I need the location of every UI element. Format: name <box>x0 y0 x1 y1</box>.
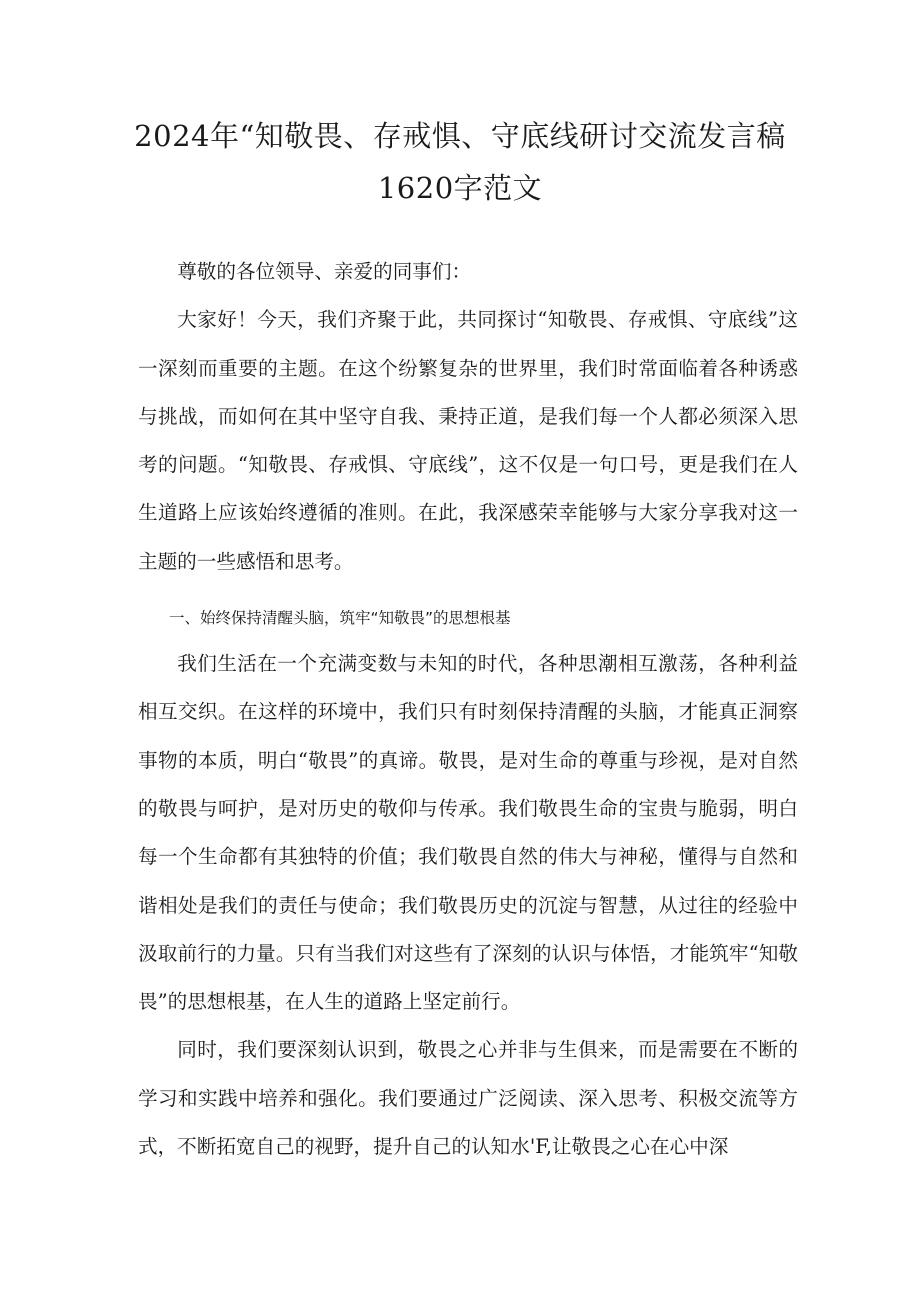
section1-paragraph-2: 同时，我们要深刻认识到，敬畏之心并非与生俱来，而是需要在不断的学习和实践中培养和强化。我们要通过广泛阅读、深入思考、积极交流等方式，不断拓宽自己的视野，提升自己的认知水'F,让敬畏之心在心中深 <box>138 1038 798 1159</box>
section-heading-1: 一、始终保持清醒头脑，筑牢“知敬畏”的思想根基 <box>169 609 511 628</box>
section1-paragraph-1: 我们生活在一个充满变数与未知的时代，各种思潮相互激荡，各种利益相互交织。在这样的环境中，我们只有时刻保持清醒的头脑，才能真正洞察事物的本质，明白“敬畏”的真谛。敬畏，是对生命的尊重与珍视，是对自然的敬畏与呵护，是对历史的敬仰与传承。我们敬畏生命的宝贵与脆弱，明白每一个生命都有其独特的价值；我们敬畏自然的伟大与神秘，懂得与自然和谐相处是我们的责任与使命；我们敬畏历史的沉淀与智慧，从过往的经验中汲取前行的力量。只有当我们对这些有了深刻的认识与体悟，才能筑牢“知敬畏”的思想根基，在人生的道路上坚定前行。 <box>138 652 798 1014</box>
salutation: 尊敬的各位领导、亲爱的同事们： <box>177 260 472 283</box>
title-line-2: 1620字范文 <box>377 171 543 205</box>
intro-paragraph: 大家好！今天，我们齐聚于此，共同探讨“知敬畏、存戒惧、守底线”这一深刻而重要的主题。在这个纷繁复杂的世界里，我们时常面临着各种诱惑与挑战，而如何在其中坚守自我、秉持正道，是我们每一个人都必须深入思考的问题。“知敬畏、存戒惧、守底线”，这不仅是一句口号，更是我们在人生道路上应该始终遵循的准则。在此，我深感荣幸能够与大家分享我对这一主题的一些感悟和思考。 <box>138 308 798 573</box>
document-title <box>100 110 820 214</box>
document-body <box>138 248 798 1171</box>
title-line-1: 2024年“知敬畏、存戒惧、守底线研讨交流发言稿 <box>134 119 786 153</box>
